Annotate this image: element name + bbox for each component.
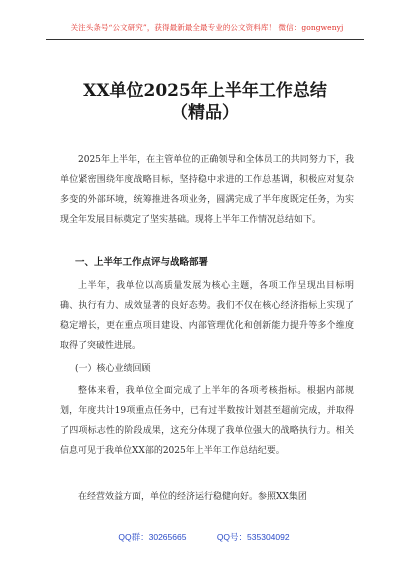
subsection-heading-1: (一）核心业绩回顾 (75, 364, 151, 374)
footer-contact (0, 531, 408, 543)
subsection-1-paragraph: 整体来看，我单位全面完成了上半年的各项考核指标。根据内部规划，年度共计19项重点任务中，已有过半数按计划甚至超前完成，并取得了四项标志性的阶段成果，这充分体现了我单位强大的战略执行力。相关信息可见于我单位XX部的2025年上半年工作总结纪要。 (60, 386, 354, 456)
title-line-1: XX单位2025年上半年工作总结 (83, 81, 327, 101)
subsection-1-paragraph-2: 在经营效益方面，单位的经济运行稳健向好。参照XX集团 (78, 492, 307, 502)
intro-paragraph: 2025年上半年，在主管单位的正确领导和全体员工的共同努力下，我单位紧密围绕年度战略目标，坚持稳中求进的工作总基调，积极应对复杂多变的外部环境，统筹推进各项业务，圆满完成了半年度既定任务，为实现全年发展目标奠定了坚实基础。现将上半年工作情况总结如下。 (60, 155, 354, 225)
section-heading-1: 一、上半年工作点评与战略部署 (75, 257, 209, 268)
footer-qq: QQ号：535304092 (216, 532, 290, 542)
footer-qq-group: QQ群：30265665 (118, 532, 187, 542)
section-1-paragraph: 上半年，我单位以高质量发展为核心主题，各项工作呈现出目标明确、执行有力、成效显著的良好态势。我们不仅在核心经济指标上实现了稳定增长，更在重点项目建设、内部管理优化和创新能力提升等多个维度取得了突破性进展。 (60, 281, 354, 351)
header-divider (46, 39, 364, 40)
document-title (40, 80, 370, 124)
header-note: 关注头条号“公文研究”，获得最新最全最专业的公文资料库！ 微信：gongwenyj (70, 23, 344, 32)
title-line-2: （精品） (171, 103, 239, 123)
